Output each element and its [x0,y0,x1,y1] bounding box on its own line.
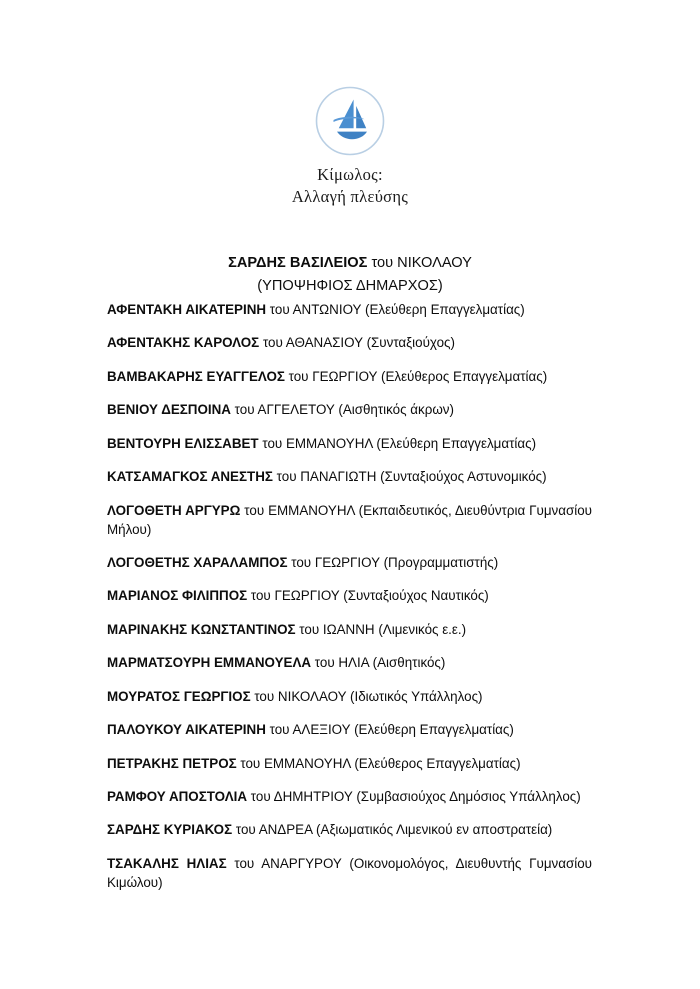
candidate-occupation: (Οικονομολόγος, Διευθυντής Γυμνασίου Κιμώλου) [107,855,592,890]
candidate-separator: του [240,502,269,518]
party-tagline [292,164,408,208]
mayor-heading [0,252,700,298]
candidate-patronymic: ΝΙΚΟΛΑΟΥ [277,688,347,704]
candidate-occupation: (Εκπαιδευτικός, Διευθύντρια Γυμνασίου Μήλου) [107,502,592,537]
candidate-occupation: (Αισθητικός άκρων) [338,402,454,418]
candidate-occupation: (Συνταξιούχος) [366,335,455,351]
candidate-entry [107,400,592,419]
candidate-separator: του [265,722,293,738]
candidate-occupation: (Ελεύθερος Επαγγελματίας) [354,755,521,771]
candidate-name: ΠΑΛΟΥΚΟΥ ΑΙΚΑΤΕΡΙΝΗ [107,722,266,738]
candidate-name: ΒΕΝΤΟΥΡΗ ΕΛΙΣΣΑΒΕΤ [107,435,259,451]
candidate-patronymic: ΠΑΝΑΓΙΩΤΗ [300,469,377,485]
candidate-patronymic: ΕΜΜΑΝΟΥΗΛ [285,435,373,451]
candidate-entry [107,367,592,386]
candidate-occupation: (Ελεύθερη Επαγγελματίας) [364,302,525,317]
candidate-entry [107,620,592,639]
candidate-name: ΑΦΕΝΤΑΚΗΣ ΚΑΡΟΛΟΣ [107,335,260,351]
candidate-separator: του [232,822,259,838]
candidate-separator: του [266,302,293,317]
candidate-separator: του [287,554,315,570]
candidate-entry [107,653,592,672]
candidate-entry [107,300,592,319]
candidate-entry [107,586,592,605]
candidate-name: ΡΑΜΦΟΥ ΑΠΟΣΤΟΛΙΑ [107,788,248,804]
candidate-name: ΠΕΤΡΑΚΗΣ ΠΕΤΡΟΣ [107,755,237,771]
candidate-patronymic: ΙΩΑΝΝΗ [322,621,375,637]
sailboat-icon [313,84,387,158]
candidate-patronymic: ΕΜΜΑΝΟΥΗΛ [263,755,351,771]
candidate-name: ΚΑΤΣΑΜΑΓΚΟΣ ΑΝΕΣΤΗΣ [107,469,273,485]
candidate-patronymic: ΑΓΓΕΛΕΤΟΥ [257,402,335,418]
candidate-name: ΜΟΥΡΑΤΟΣ ΓΕΩΡΓΙΟΣ [107,688,251,704]
candidate-name: ΛΟΓΟΘΕΤΗΣ ΧΑΡΑΛΑΜΠΟΣ [107,554,288,570]
candidate-name: ΤΣΑΚΑΛΗΣ ΗΛΙΑΣ [107,855,227,871]
party-tagline-line2: Αλλαγή πλεύσης [291,186,409,206]
candidate-entry [107,720,592,739]
party-logo-block [0,0,700,208]
candidate-name: ΣΑΡΔΗΣ ΚΥΡΙΑΚΟΣ [107,822,233,838]
candidate-occupation: (Προγραμματιστής) [383,554,499,570]
candidate-entry [107,854,592,892]
candidate-occupation: (Συμβασιούχος Δημόσιος Υπάλληλος) [356,788,581,804]
candidate-entry [107,787,592,806]
candidate-name: ΜΑΡΙΝΑΚΗΣ ΚΩΝΣΤΑΝΤΙΝΟΣ [107,621,296,637]
candidate-entry [107,687,592,706]
candidate-occupation: (Ιδιωτικός Υπάλληλος) [350,688,483,704]
candidate-entry [107,467,592,486]
candidate-patronymic: ΓΕΩΡΓΙΟΥ [312,368,378,384]
candidate-name: ΒΑΜΒΑΚΑΡΗΣ ΕΥΑΓΓΕΛΟΣ [107,368,285,384]
candidate-occupation: (Αισθητικός) [372,655,446,671]
candidate-separator: του [230,402,258,418]
candidate-patronymic: ΓΕΩΡΓΙΟΥ [274,588,340,604]
candidate-list [107,300,592,892]
candidate-occupation: (Ελεύθερος Επαγγελματίας) [380,368,548,384]
party-tagline-line1: Κίμωλος: [317,165,383,184]
candidate-entry [107,333,592,352]
candidate-patronymic: ΑΝΔΡΕΑ [258,822,313,838]
candidate-separator: του [311,655,339,671]
mayor-patronymic: ΝΙΚΟΛΑΟΥ [397,254,472,271]
candidate-separator: του [284,368,313,384]
candidate-name: ΜΑΡΙΑΝΟΣ ΦΙΛΙΠΠΟΣ [107,588,248,604]
candidate-entry [107,501,592,539]
candidate-separator: του [226,855,262,871]
candidate-patronymic: ΔΗΜΗΤΡΙΟΥ [273,788,353,804]
candidate-separator: του [258,435,286,451]
candidate-name: ΑΦΕΝΤΑΚΗ ΑΙΚΑΤΕΡΙΝΗ [107,302,267,317]
mayor-separator: του [367,254,398,271]
candidate-occupation: (Ελεύθερη Επαγγελματίας) [376,435,537,451]
candidate-entry [107,434,592,453]
mayor-role: (ΥΠΟΨΗΦΙΟΣ ΔΗΜΑΡΧΟΣ) [257,278,443,295]
candidate-patronymic: ΑΘΑΝΑΣΙΟΥ [285,335,363,351]
candidate-separator: του [236,755,264,771]
mayor-name: ΣΑΡΔΗΣ ΒΑΣΙΛΕΙΟΣ [228,254,368,271]
candidate-entry [107,820,592,839]
candidate-separator: του [247,588,275,604]
candidate-entry [107,553,592,572]
candidate-patronymic: ΑΛΕΞΙΟΥ [292,722,351,738]
candidate-entry [107,754,592,773]
candidate-separator: του [295,621,323,637]
candidate-patronymic: ΕΜΜΑΝΟΥΗΛ [268,502,355,518]
candidate-patronymic: ΑΝΑΡΓΥΡΟΥ [261,855,342,871]
candidate-occupation: (Συνταξιούχος Αστυνομικός) [380,469,547,485]
candidate-separator: του [259,335,286,351]
candidate-patronymic: ΑΝΤΩΝΙΟΥ [292,302,362,317]
candidate-separator: του [247,788,274,804]
candidate-name: ΒΕΝΙΟΥ ΔΕΣΠΟΙΝΑ [107,402,231,418]
candidate-name: ΜΑΡΜΑΤΣΟΥΡΗ ΕΜΜΑΝΟΥΕΛΑ [107,655,312,671]
candidate-occupation: (Αξιωματικός Λιμενικού εν αποστρατεία) [316,822,553,838]
candidate-name: ΛΟΓΟΘΕΤΗ ΑΡΓΥΡΩ [107,502,241,518]
candidate-occupation: (Λιμενικός ε.ε.) [378,621,467,637]
candidate-occupation: (Συνταξιούχος Ναυτικός) [343,588,489,604]
candidate-separator: του [250,688,278,704]
candidate-patronymic: ΗΛΙΑ [338,655,369,671]
candidate-patronymic: ΓΕΩΡΓΙΟΥ [314,554,380,570]
candidate-separator: του [272,469,301,485]
candidate-occupation: (Ελεύθερη Επαγγελματίας) [354,722,514,738]
